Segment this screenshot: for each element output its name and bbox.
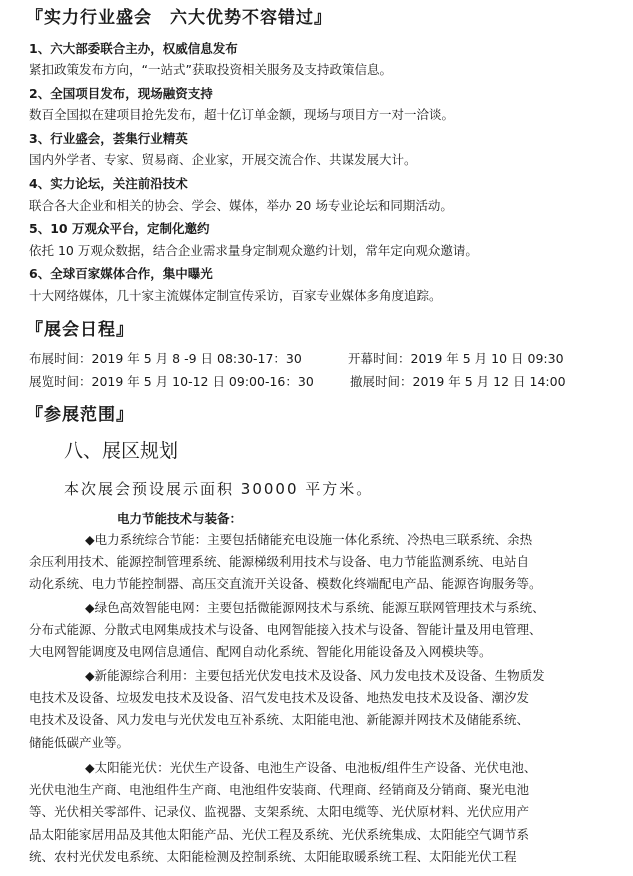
paragraph-line: ◆新能源综合利用：主要包括光伏发电技术及设备、风力发电技术及设备、生物质发 <box>85 668 545 683</box>
advantage-heading-1: 1、六大部委联合主办，权威信息发布 <box>29 41 238 56</box>
paragraph-line: ◆电力系统综合节能：主要包括储能充电设施一体化系统、冷热电三联系统、余热 <box>85 532 533 547</box>
advantage-text-3: 国内外学者、专家、贸易商、企业家，开展交流合作、共谋发展大计。 <box>29 152 417 167</box>
paragraph-line: 大电网智能调度及电网信息通信、配网自动化系统、智能化用能设备及入网模块等。 <box>29 644 492 660</box>
advantage-text-2: 数百全国拟在建项目抢先发布，超十亿订单金额，现场与项目方一对一洽谈。 <box>29 107 455 122</box>
advantage-text-5: 依托 10 万观众数据，结合企业需求量身定制观众邀约计划，常年定向观众邀请。 <box>29 243 478 258</box>
paragraph-line: 分布式能源、分散式电网集成技术与设备、电网智能接入技术与设备、智能计量及用电管理、 <box>29 622 542 638</box>
paragraph-line: 电技术及设备、风力发电与光伏发电互补系统、太阳能电池、新能源并网技术及储能系统、 <box>29 712 530 728</box>
section-title-schedule: 『展会日程』 <box>26 320 134 340</box>
advantage-heading-2: 2、全国项目发布，现场融资支持 <box>29 86 213 101</box>
advantage-heading-3: 3、行业盛会，荟集行业精英 <box>29 131 188 146</box>
planning-text: 本次展会预设展示面积 30000 平方米。 <box>64 480 374 498</box>
paragraph-line: 动化系统、电力节能控制器、高压交直流开关设备、模数化终端配电产品、能源咨询服务等。 <box>29 576 542 592</box>
section-title-scope: 『参展范围』 <box>26 405 134 425</box>
paragraph-line: ◆太阳能光伏：光伏生产设备、电池生产设备、电池板/组件生产设备、光伏电池、 <box>85 760 537 775</box>
schedule-opening-time: 开幕时间：2019 年 5 月 10 日 09:30 <box>348 351 564 366</box>
advantage-heading-4: 4、实力论坛，关注前沿技术 <box>29 176 188 191</box>
paragraph-line: 光伏电池生产商、电池组件生产商、电池组件安装商、代理商、经销商及分销商、聚光电池 <box>29 782 530 798</box>
scope-paragraph-new-energy <box>29 665 609 754</box>
scope-paragraph-smart-grid <box>29 597 609 664</box>
paragraph-line: 余压利用技术、能源控制管理系统、能源梯级利用技术与设备、电力节能监测系统、电站自 <box>29 554 530 570</box>
section-title-advantages: 『实力行业盛会 六大优势不容错过』 <box>26 8 332 28</box>
schedule-exhibit-time: 展览时间：2019 年 5 月 10-12 日 09:00-16：30 <box>29 374 314 389</box>
paragraph-line: 统、农村光伏发电系统、太阳能检测及控制系统、太阳能取暖系统工程、太阳能光伏工程 <box>29 848 517 864</box>
schedule-setup-time: 布展时间：2019 年 5 月 8 -9 日 08:30-17：30 <box>29 351 302 366</box>
advantage-text-1: 紧扣政策发布方向，“一站式”获取投资相关服务及支持政策信息。 <box>29 62 392 77</box>
paragraph-line: 品太阳能家居用品及其他太阳能产品、光伏工程及系统、光伏系统集成、太阳能空气调节系 <box>29 826 530 842</box>
paragraph-line: 等、光伏相关零部件、记录仪、监视器、支架系统、太阳电缆等、光伏原材料、光伏应用产 <box>29 804 530 820</box>
advantage-text-4: 联合各大企业和相关的协会、学会、媒体，举办 20 场专业论坛和同期活动。 <box>29 198 453 213</box>
paragraph-line: 电技术及设备、垃圾发电技术及设备、沼气发电技术及设备、地热发电技术及设备、潮汐发 <box>29 690 530 706</box>
paragraph-line: ◆绿色高效智能电网：主要包括微能源网技术与系统、能源互联网管理技术与系统、 <box>85 600 545 615</box>
advantage-heading-5: 5、10 万观众平台，定制化邀约 <box>29 221 210 236</box>
advantage-heading-6: 6、全球百家媒体合作，集中曝光 <box>29 266 213 281</box>
schedule-teardown-time: 撤展时间：2019 年 5 月 12 日 14:00 <box>350 374 566 389</box>
advantage-text-6: 十大网络媒体，几十家主流媒体定制宣传采访，百家专业媒体多角度追踪。 <box>29 288 442 303</box>
paragraph-line: 储能低碳产业等。 <box>29 734 130 750</box>
planning-heading: 八、展区规划 <box>64 440 179 462</box>
scope-paragraph-power-saving <box>29 529 609 596</box>
scope-paragraph-solar-pv <box>29 757 609 868</box>
category-heading: 电力节能技术与装备： <box>117 511 243 526</box>
